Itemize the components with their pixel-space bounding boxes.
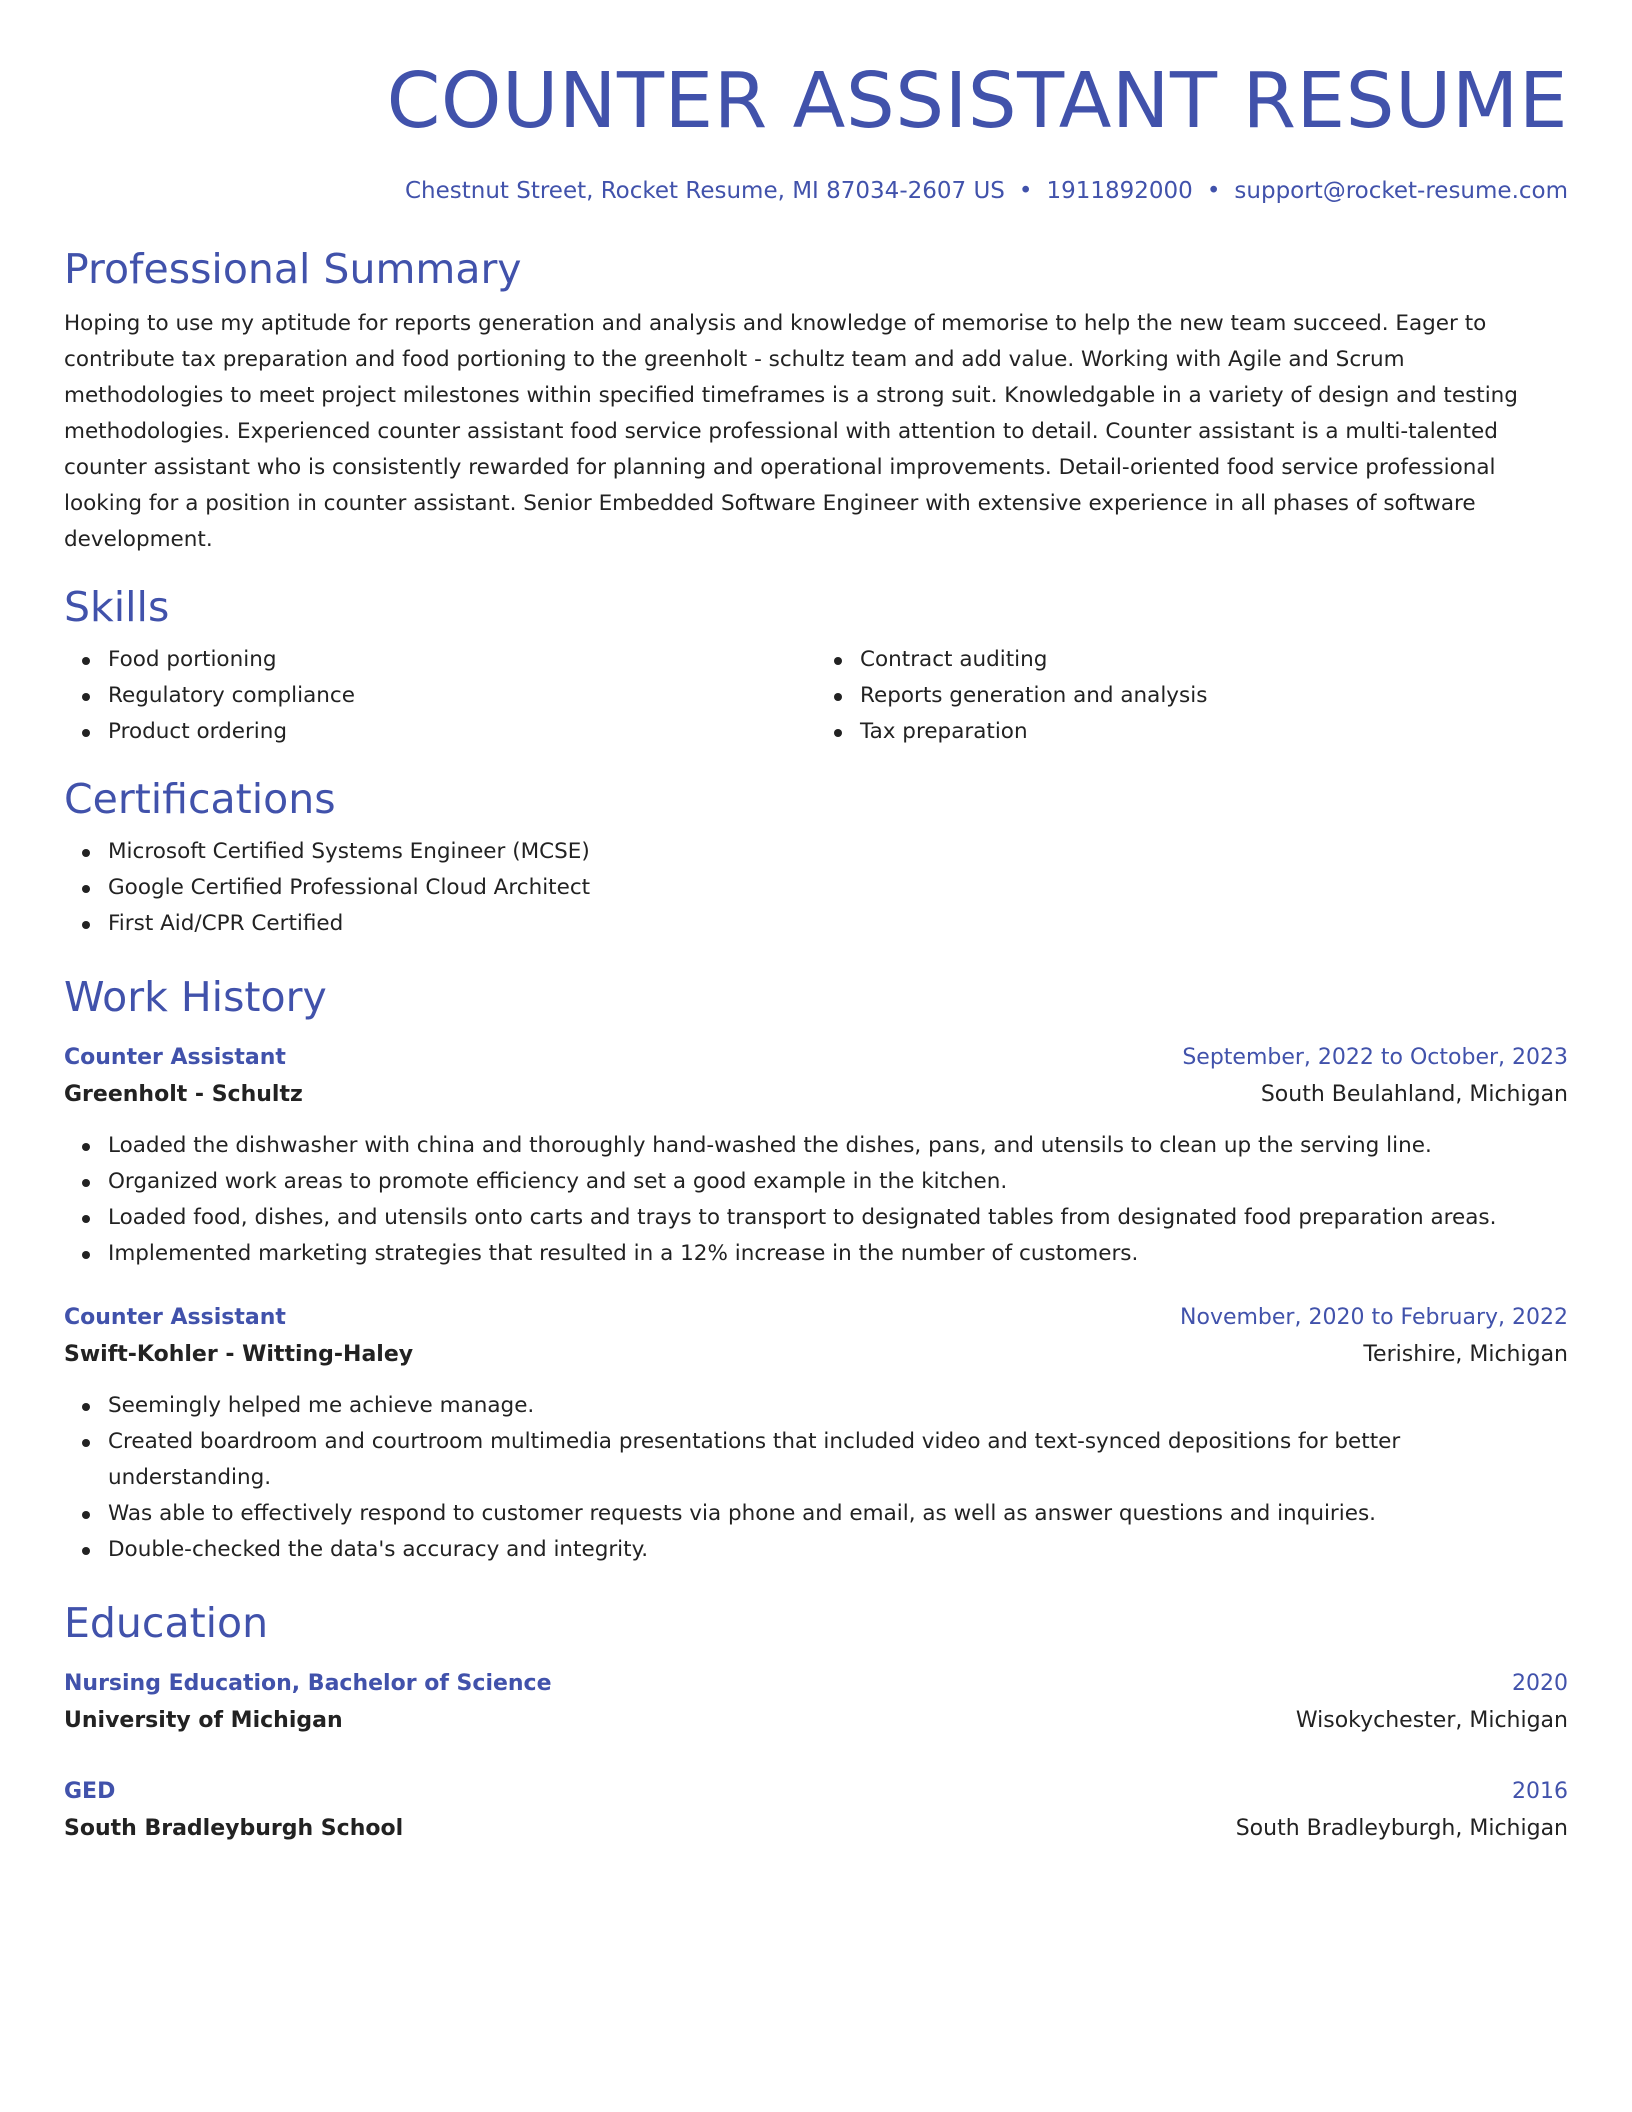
- job-duty-item: Implemented marketing strategies that resulted in a 12% increase in the number of customers.: [108, 1236, 1568, 1272]
- education-entry: [64, 1666, 1568, 1740]
- certification-item: Google Certified Professional Cloud Architect: [108, 870, 1568, 906]
- job-duty-item: Double-checked the data's accuracy and integrity.: [108, 1532, 1568, 1568]
- job-duty-item: Seemingly helped me achieve manage.: [108, 1388, 1568, 1424]
- work-history-heading: Work History: [64, 973, 327, 1021]
- contact-address: Chestnut Street, Rocket Resume, MI 87034-2607 US: [404, 178, 1005, 204]
- skill-item: Product ordering: [108, 714, 816, 750]
- contact-separator: •: [1018, 178, 1033, 204]
- resume-header: [64, 52, 1568, 206]
- job-company: Swift-Kohler - Witting-Haley: [64, 1342, 414, 1367]
- job-header-row: [64, 1300, 1568, 1336]
- job-duty-item: Created boardroom and courtroom multimedia presentations that included video and text-synced depositions for better understanding.: [108, 1424, 1568, 1496]
- skill-item: Contract auditing: [860, 642, 1568, 678]
- skill-item: Food portioning: [108, 642, 816, 678]
- job-duties-list: [64, 1388, 1568, 1568]
- job-company: Greenholt - Schultz: [64, 1082, 303, 1107]
- job-company-row: [64, 1336, 1568, 1374]
- summary-heading: Professional Summary: [64, 245, 522, 293]
- skill-item: Tax preparation: [860, 714, 1568, 750]
- skill-item: Reports generation and analysis: [860, 678, 1568, 714]
- job-entry: [64, 1300, 1568, 1568]
- job-title: Counter Assistant: [64, 1305, 286, 1330]
- certification-item: Microsoft Certified Systems Engineer (MCSE): [108, 834, 1568, 870]
- job-duty-item: Organized work areas to promote efficiency and set a good example in the kitchen.: [108, 1164, 1568, 1200]
- contact-email[interactable]: support@rocket-resume.com: [1234, 178, 1568, 204]
- education-year: 2016: [1512, 1779, 1568, 1804]
- skills-list-right: [816, 642, 1568, 750]
- job-location: South Beulahland, Michigan: [1260, 1082, 1568, 1107]
- certification-item: First Aid/CPR Certified: [108, 906, 1568, 942]
- education-header-row: [64, 1666, 1568, 1702]
- job-title: Counter Assistant: [64, 1045, 286, 1070]
- job-entry: [64, 1040, 1568, 1272]
- education-location: South Bradleyburgh, Michigan: [1235, 1816, 1568, 1841]
- job-duty-item: Was able to effectively respond to customer requests via phone and email, as well as answer questions and inquiries.: [108, 1496, 1568, 1532]
- certifications-heading: Certifications: [64, 775, 336, 823]
- job-location: Terishire, Michigan: [1363, 1342, 1568, 1367]
- job-duty-item: Loaded the dishwasher with china and thoroughly hand-washed the dishes, pans, and utensils to clean up the serving line.: [108, 1128, 1568, 1164]
- job-duty-item: Loaded food, dishes, and utensils onto carts and trays to transport to designated tables from designated food preparation areas.: [108, 1200, 1568, 1236]
- contact-phone: 1911892000: [1046, 178, 1193, 204]
- education-school-row: [64, 1702, 1568, 1740]
- job-dates: September, 2022 to October, 2023: [1182, 1045, 1568, 1070]
- job-header-row: [64, 1040, 1568, 1076]
- education-entry: [64, 1774, 1568, 1848]
- education-degree: GED: [64, 1779, 116, 1804]
- contact-line: [64, 176, 1568, 206]
- education-header-row: [64, 1774, 1568, 1810]
- job-dates: November, 2020 to February, 2022: [1180, 1305, 1568, 1330]
- job-duties-list: [64, 1128, 1568, 1272]
- resume-title: COUNTER ASSISTANT RESUME: [386, 57, 1568, 146]
- skills-columns: [64, 642, 1568, 750]
- education-year: 2020: [1512, 1671, 1568, 1696]
- certifications-list: [64, 834, 1568, 942]
- education-school: University of Michigan: [64, 1708, 343, 1733]
- summary-text: Hoping to use my aptitude for reports generation and analysis and knowledge of memorise to help the new team succeed. Eager to contribute tax preparation and food portioning to the greenholt - schultz team and add value. Working with Agile and Scrum methodologies to meet project milestones within specified timeframes is a strong suit. Knowledgable in a variety of design and testing methodologies. Experienced counter assistant food service professional with attention to detail. Counter assistant is a multi-talented counter assistant who is consistently rewarded for planning and operational improvements. Detail-oriented food service professional looking for a position in counter assistant. Senior Embedded Software Engineer with extensive experience in all phases of software development.: [64, 311, 1518, 552]
- contact-separator: •: [1206, 178, 1221, 204]
- skills-list-left: [64, 642, 816, 750]
- skill-item: Regulatory compliance: [108, 678, 816, 714]
- education-location: Wisokychester, Michigan: [1295, 1708, 1568, 1733]
- job-company-row: [64, 1076, 1568, 1114]
- skills-heading: Skills: [64, 583, 170, 631]
- education-heading: Education: [64, 1599, 269, 1647]
- education-school-row: [64, 1810, 1568, 1848]
- education-degree: Nursing Education, Bachelor of Science: [64, 1671, 552, 1696]
- education-school: South Bradleyburgh School: [64, 1816, 404, 1841]
